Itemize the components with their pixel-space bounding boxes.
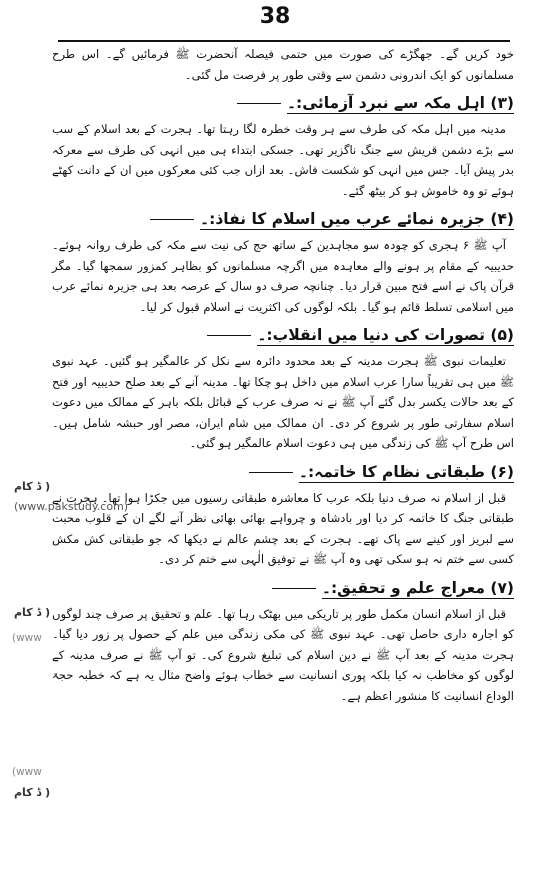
section-heading (52, 207, 514, 231)
heading-underline (237, 103, 281, 104)
section-heading-text: (۷) معراج علم و تحقیق:۔ (321, 578, 514, 597)
intro-paragraph: خود کریں گے۔ جھگڑے کی صورت میں حتمی فیصلہ آنحضرت ﷺ فرمائیں گے۔ اس طرح مسلمانوں کو ایک اندرونی دشمن سے وقتی طور پر فرصت مل گئی۔ (52, 47, 514, 82)
section-heading (52, 323, 514, 347)
watermark-site-name: ڈ کام ) (14, 480, 51, 493)
section-6 (52, 460, 514, 570)
watermark-url: (www.pakstudy.com) (14, 500, 129, 513)
watermark-site-name: ڈ کام ) (14, 786, 51, 799)
page-content (52, 44, 514, 709)
section-heading (52, 91, 514, 115)
section-heading (52, 576, 514, 600)
heading-underline (207, 335, 251, 336)
section-7 (52, 576, 514, 707)
watermark-url-fragment: (www (12, 766, 42, 778)
section-paragraph: تعلیمات نبوی ﷺ ہجرت مدینہ کے بعد محدود دائرہ سے نکل کر عالمگیر ہو گئیں۔ عہد نبوی ﷺ میں ہی تقریباً سارا عرب اسلام میں داخل ہو چکا تھا۔ مدینہ آنے کے بعد صلح حدیبیہ اور فتح کے بعد حالات یکسر بدل گئے آپ ﷺ نے نہ صرف عرب کے قبائل بلکہ باہر کے ممالک میں دعوت اسلام سفارتی طور پر شروع کر دی۔ ان ممالک میں شام ایران، مصر اور حبشہ شامل ہیں۔ اس طرح آپ ﷺ کی زندگی میں ہی دعوت اسلام عالمگیر ہو گئی۔ (52, 354, 514, 450)
section-paragraph: قبل از اسلام نہ صرف دنیا بلکہ عرب کا معاشرہ طبقاتی رسیوں میں جکڑا ہوا تھا۔ ہجرت نے طبقاتی جنگ کا خاتمہ کر دیا اور بادشاہ و چرواہے بھائی بھائی نظر آنے لگے ان کے قلوب محبت سے لبریز اور کینے سے پاک تھے۔ ہجرت کے بعد چشم عالم نے دیکھا کہ جو طبقاتی کش مکش کسی سے ختم نہ ہو سکی تھی وہ آپ ﷺ نے توفیق الٰہی سے ختم کر دی۔ (52, 490, 514, 566)
section-4 (52, 207, 514, 317)
watermark-site-name: ڈ کام ) (14, 606, 51, 619)
heading-underline (249, 472, 293, 473)
section-heading-text: (۳) اہل مکہ سے نبرد آزمائی:۔ (286, 94, 514, 112)
section-5 (52, 323, 514, 454)
heading-underline (150, 219, 194, 220)
section-heading (52, 460, 514, 484)
heading-underline (272, 588, 316, 589)
section-paragraph: مدینہ میں اہل مکہ کی طرف سے ہر وقت خطرہ لگا رہتا تھا۔ ہجرت کے بعد اسلام کے سب سے بڑے دشمن قریش سے جنگ ناگزیر تھی۔ جسکی ابتداء ہی میں انہی کی طرف سے معرکہ بدر پیش آیا۔ جس میں انہی کو شکست فاش۔ بعد ازاں جب کئی معرکوں میں ان کے دانت کھٹے ہوئے تو وہ خاموش ہو کر بیٹھ گئے۔ (52, 122, 514, 198)
section-paragraph: قبل از اسلام انسان مکمل طور پر تاریکی میں بھٹک رہا تھا۔ علم و تحقیق پر صرف چند لوگوں کو اجارہ داری حاصل تھی۔ عہد نبوی ﷺ کی مکی زندگی میں علم کے حصول پر زور دیا گیا۔ ہجرت مدینہ کے بعد آپ ﷺ نے دین اسلام کی تبلیغ شروع کی۔ تو آپ ﷺ نے صرف مدینہ کے لوگوں کو مخاطب نہ کیا بلکہ پوری انسانیت سے خطاب ہوئے واضح مثال یہ ہے کہ خطبہ حجۃ الوداع انسانیت کا منشور اعظم ہے۔ (52, 606, 514, 703)
top-rule (58, 40, 510, 42)
section-3 (52, 91, 514, 201)
section-paragraph: آپ ﷺ ۶ ہجری کو چودہ سو مجاہدین کے ساتھ حج کی نیت سے مکہ کی طرف روانہ ہوئے۔ حدیبیہ کے مقام پر ہونے والے معاہدہ میں اگرچہ مسلمانوں کو بظاہر کمزور سمجھا گیا۔ مگر قرآن پاک نے اسے فتح مبین قرار دیا۔ چنانچہ صرف دو سال کے عرصہ بعد ہی جزیرہ نمائے عرب میں اسلامی تسلط قائم ہو گیا۔ بلکہ لوگوں کی اکثریت نے اسلام قبول کر لیا۔ (52, 238, 514, 314)
watermark-url-fragment: (www (12, 632, 42, 644)
section-heading-text: (۶) طبقاتی نظام کا خاتمہ:۔ (298, 462, 514, 481)
section-heading-text: (۵) تصورات کی دنیا میں انقلاب:۔ (257, 326, 514, 344)
section-heading-text: (۴) جزیرہ نمائے عرب میں اسلام کا نفاذ:۔ (200, 210, 514, 228)
page-number: 38 (259, 4, 291, 29)
